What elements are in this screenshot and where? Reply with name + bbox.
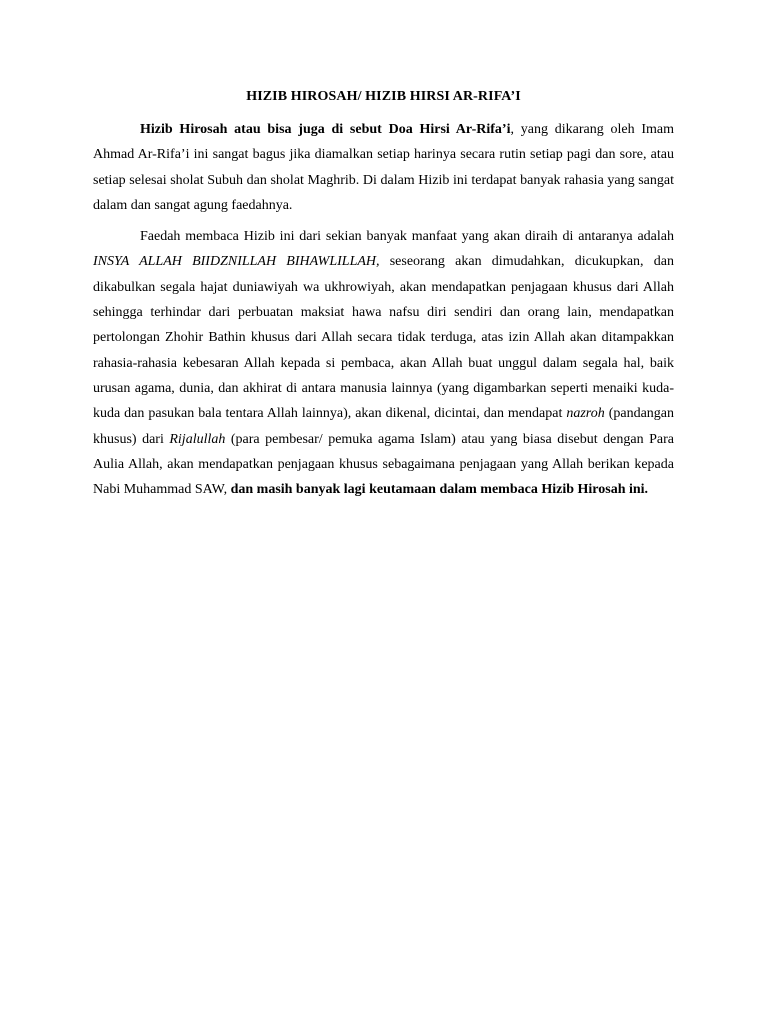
paragraph-benefits [93, 224, 674, 502]
intro-text: , yang dikarang oleh Imam Ahmad Ar-Rifa’i ini sangat bagus jika diamalkan setiap harinya secara rutin setiap pagi dan sore, atau setiap selesai sholat Subuh dan sholat Maghrib. Di dalam Hizib ini terdapat banyak rahasia yang sangat dalam dan sangat agung faedahnya. [93, 122, 674, 213]
benefits-text-4: (para pembesar/ pemuka agama Islam) atau yang biasa disebut dengan Para Aulia Allah, akan mendapatkan penjagaan khusus sebagaimana penjagaan yang Allah berikan kepada Nabi Muhammad SAW, [93, 431, 674, 498]
benefits-italic-phrase: INSYA ALLAH BIIDZNILLAH BIHAWLILLAH, [93, 254, 380, 270]
intro-bold-phrase: Hizib Hirosah atau bisa juga di sebut Doa Hirsi Ar-Rifa’i [140, 122, 511, 137]
benefits-bold-closing: dan masih banyak lagi keutamaan dalam membaca Hizib Hirosah ini. [230, 482, 649, 498]
document-title: HIZIB HIROSAH/ HIZIB HIRSI AR-RIFA’I [246, 89, 521, 104]
benefits-text-3: (pandangan khusus) dari [93, 406, 674, 447]
benefits-italic-nazroh: nazroh [566, 406, 605, 422]
benefits-text-2: seseorang akan dimudahkan, dicukupkan, dan dikabulkan segala hajat duniawiyah wa ukhrowiyah, akan mendapatkan penjagaan khusus dari Allah sehingga terhindar dari perbuatan maksiat hawa nafsu diri sendiri dan orang lain, mendapatkan pertolongan Zhohir Bathin khusus dari Allah secara tidak terduga, atas izin Allah akan ditampakkan rahasia-rahasia kebesaran Allah kepada si pembaca, akan Allah buat unggul dalam segala hal, baik urusan agama, dunia, dan akhirat di antara manusia lainnya (yang digambarkan seperti menaiki kuda-kuda dan pasukan bala tentara Allah lainnya), akan dikenal, dicintai, dan mendapat [93, 254, 674, 422]
benefits-italic-rijalullah: Rijalullah [169, 431, 226, 447]
paragraph-intro [93, 117, 674, 218]
benefits-text-1: Faedah membaca Hizib ini dari sekian banyak manfaat yang akan diraih di antaranya adalah [140, 229, 674, 245]
document-body [93, 86, 674, 502]
